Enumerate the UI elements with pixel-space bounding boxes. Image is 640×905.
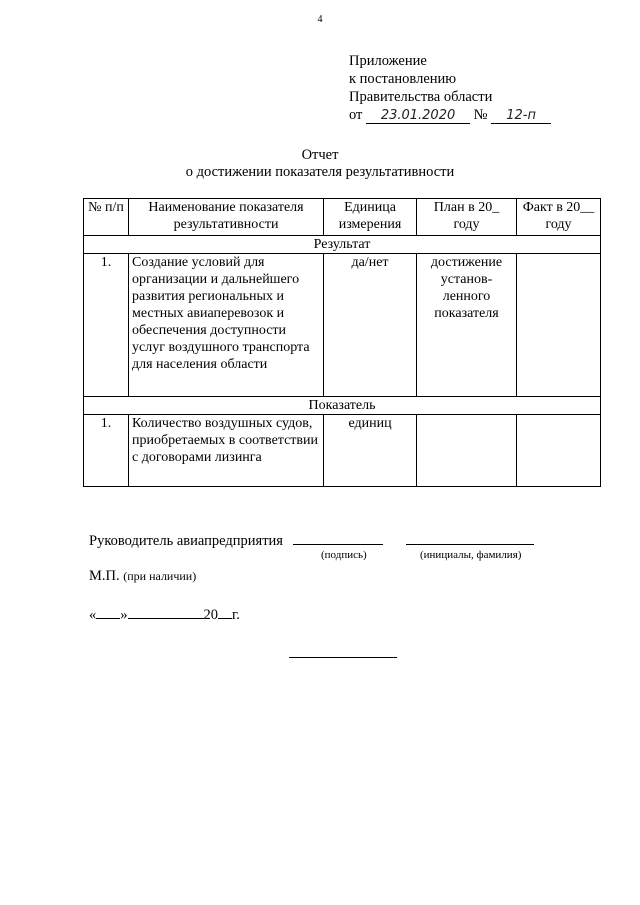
stamp-label: М.П. xyxy=(89,568,120,584)
signature-label: Руководитель авиапредприятия xyxy=(89,533,283,549)
year-prefix: 20 xyxy=(203,607,218,623)
handwritten-number: 12-п xyxy=(491,109,551,124)
appendix-date-line xyxy=(349,106,551,124)
row-name: Количество воздушных судов, приобретаемых в соответствии с договорами лизинга xyxy=(129,415,324,487)
year-suffix: г. xyxy=(232,607,240,623)
section-row-indicator xyxy=(84,397,601,415)
appendix-line-2: к постановлению xyxy=(349,71,457,87)
signature-row xyxy=(89,532,534,550)
appendix-line-3: Правительства области xyxy=(349,89,493,105)
end-divider xyxy=(289,657,397,658)
page-number: 4 xyxy=(317,14,323,25)
header-num: № п/п xyxy=(84,199,129,236)
table-header-row xyxy=(84,199,601,236)
appendix-line-1: Приложение xyxy=(349,53,427,69)
section-row-result xyxy=(84,236,601,254)
report-table xyxy=(83,198,601,487)
header-unit: Единица измерения xyxy=(324,199,417,236)
signature-line xyxy=(293,532,383,545)
name-caption: (инициалы, фамилия) xyxy=(420,549,522,561)
row-plan xyxy=(417,415,517,487)
table-row xyxy=(84,415,601,487)
row-unit: да/нет xyxy=(324,254,417,397)
date-prefix: от xyxy=(349,107,363,123)
appendix-block xyxy=(349,52,551,124)
table-row xyxy=(84,254,601,397)
section-title: Результат xyxy=(84,236,601,254)
number-sign: № xyxy=(473,107,488,123)
open-quote: « xyxy=(89,607,97,623)
stamp-note: (при наличии) xyxy=(123,569,197,583)
stamp-line xyxy=(89,568,196,585)
day-line xyxy=(96,606,120,619)
signature-caption: (подпись) xyxy=(321,549,367,561)
row-fact xyxy=(517,415,601,487)
year-line xyxy=(218,606,232,619)
date-row xyxy=(89,606,240,624)
header-name: Наименование показателя результативности xyxy=(129,199,324,236)
name-line xyxy=(406,532,534,545)
row-num: 1. xyxy=(84,415,129,487)
month-line xyxy=(128,606,204,619)
row-fact xyxy=(517,254,601,397)
header-fact: Факт в 20__ году xyxy=(517,199,601,236)
row-name: Создание условий для организации и дальнейшего развития региональных и местных авиаперевозок и обеспечения доступности услуг воздушного транспорта для населения области xyxy=(129,254,324,397)
close-quote: » xyxy=(120,607,128,623)
row-plan: достижение установ-ленного показателя xyxy=(417,254,517,397)
row-num: 1. xyxy=(84,254,129,397)
handwritten-date: 23.01.2020 xyxy=(366,109,470,124)
header-plan: План в 20_ году xyxy=(417,199,517,236)
report-title: Отчет xyxy=(301,147,339,163)
report-subtitle: о достижении показателя результативности xyxy=(185,164,455,180)
section-title: Показатель xyxy=(84,397,601,415)
row-unit: единиц xyxy=(324,415,417,487)
